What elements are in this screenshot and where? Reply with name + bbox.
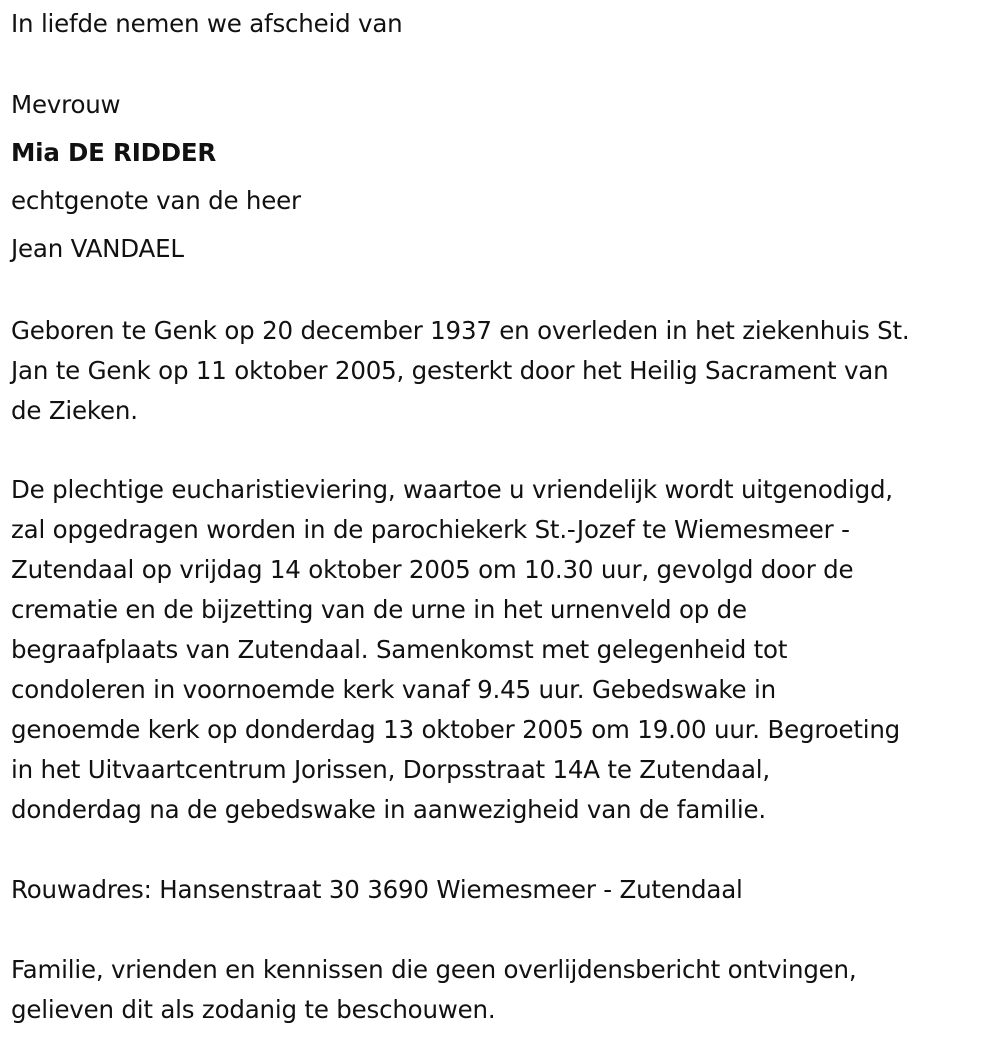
paragraph-line: begraafplaats van Zutendaal. Samenkomst met gelegenheid tot [11, 635, 788, 664]
honorific: Mevrouw [11, 90, 121, 119]
paragraph-line: Jan te Genk op 11 oktober 2005, gesterkt door het Heilig Sacrament van [11, 356, 889, 385]
relation-line: echtgenote van de heer [11, 186, 301, 215]
intro-line: In liefde nemen we afscheid van [11, 9, 403, 38]
paragraph-line: genoemde kerk op donderdag 13 oktober 2005 om 19.00 uur. Begroeting [11, 715, 901, 744]
paragraph-line: De plechtige eucharistieviering, waartoe u vriendelijk wordt uitgenodigd, [11, 475, 893, 504]
family-note-paragraph [11, 950, 993, 1030]
deceased-name: Mia DE RIDDER [11, 138, 217, 167]
paragraph-line: in het Uitvaartcentrum Jorissen, Dorpsstraat 14A te Zutendaal, [11, 755, 770, 784]
paragraph-line: crematie en de bijzetting van de urne in het urnenveld op de [11, 595, 747, 624]
paragraph-line: gelieven dit als zodanig te beschouwen. [11, 995, 496, 1024]
funeral-service-paragraph [11, 470, 993, 830]
birth-death-paragraph [11, 311, 993, 431]
spouse-name: Jean VANDAEL [11, 234, 184, 263]
paragraph-line: donderdag na de gebedswake in aanwezigheid van de familie. [11, 795, 766, 824]
mourning-address-paragraph [11, 870, 993, 910]
paragraph-line: Zutendaal op vrijdag 14 oktober 2005 om 10.30 uur, gevolgd door de [11, 555, 854, 584]
paragraph-line: condoleren in voornoemde kerk vanaf 9.45 uur. Gebedswake in [11, 675, 776, 704]
obituary-notice [11, 4, 993, 1030]
paragraph-line: Geboren te Genk op 20 december 1937 en overleden in het ziekenhuis St. [11, 316, 910, 345]
paragraph-line: zal opgedragen worden in de parochiekerk St.-Jozef te Wiemesmeer - [11, 515, 850, 544]
paragraph-line: de Zieken. [11, 396, 138, 425]
paragraph-line: Familie, vrienden en kennissen die geen overlijdensbericht ontvingen, [11, 955, 857, 984]
mourning-address: Rouwadres: Hansenstraat 30 3690 Wiemesmeer - Zutendaal [11, 875, 743, 904]
